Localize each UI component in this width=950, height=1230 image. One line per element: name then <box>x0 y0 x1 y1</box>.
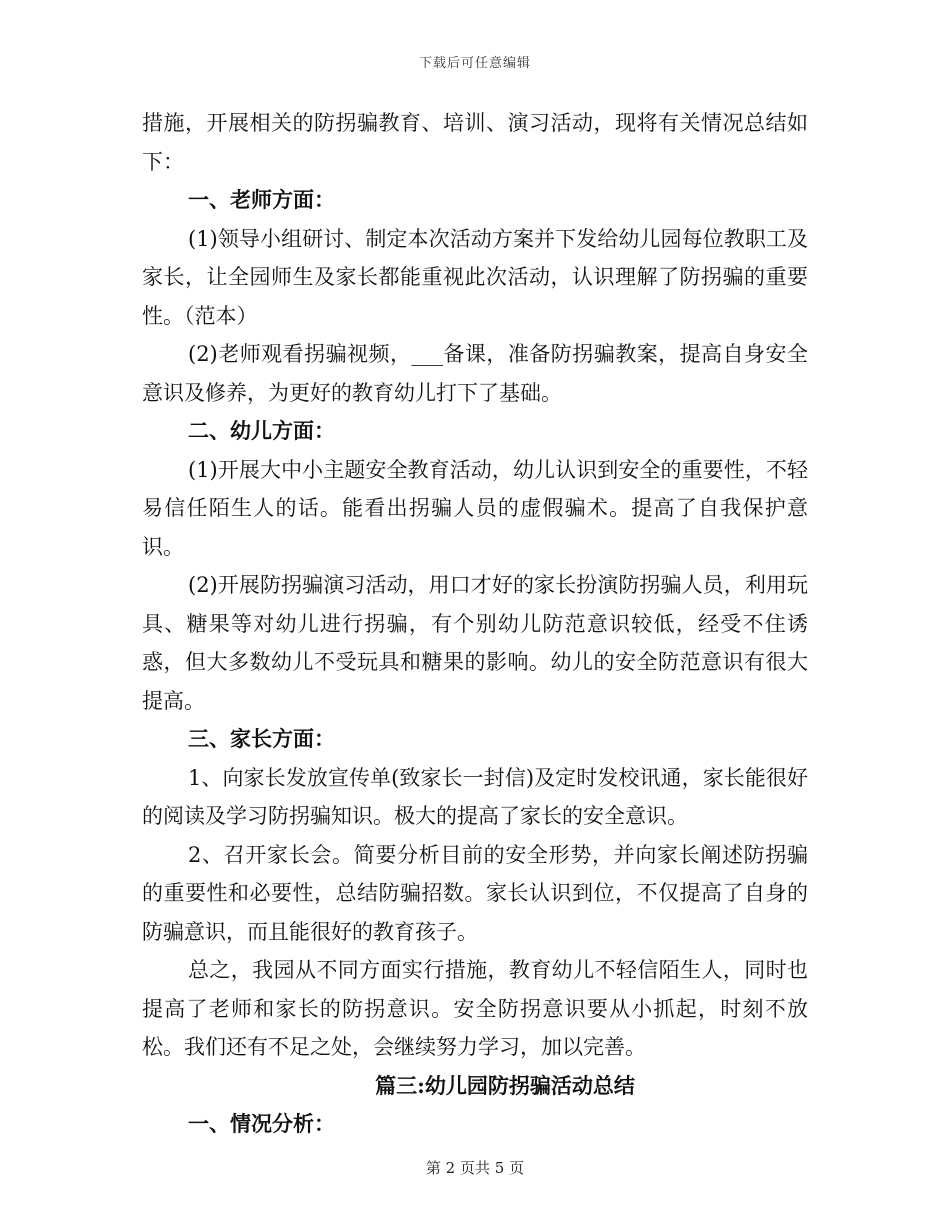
section-3-title: 篇三:幼儿园防拐骗活动总结 <box>375 1072 635 1098</box>
intro-paragraph: 措施，开展相关的防拐骗教育、培训、演习活动，现将有关情况总结如下： <box>142 111 808 174</box>
child-paragraph-2: (2)开展防拐骗演习活动，用口才好的家长扮演防拐骗人员，利用玩具、糖果等对幼儿进行拐骗，有个别幼儿防范意识较低，经受不住诱惑，但大多数幼儿不受玩具和糖果的影响。幼儿的安全防范意识有很大提高。 <box>142 573 808 713</box>
teacher-paragraph-2: (2)老师观看拐骗视频，___备课，准备防拐骗教案，提高自身安全意识及修养，为更好的教育幼儿打下了基础。 <box>142 342 808 405</box>
child-heading: 二、幼儿方面： <box>188 418 335 443</box>
teacher-heading: 一、老师方面： <box>188 187 335 212</box>
parent-paragraph-2: 2、召开家长会。简要分析目前的安全形势，并向家长阐述防拐骗的重要性和必要性，总结防骗招数。家长认识到位，不仅提高了自身的防骗意识，而且能很好的教育孩子。 <box>142 842 808 944</box>
child-paragraph-1: (1)开展大中小主题安全教育活动，幼儿认识到安全的重要性，不轻易信任陌生人的话。能看出拐骗人员的虚假骗术。提高了自我保护意识。 <box>142 457 808 559</box>
summary-paragraph: 总之，我园从不同方面实行措施，教育幼儿不轻信陌生人，同时也提高了老师和家长的防拐意识。安全防拐意识要从小抓起，时刻不放松。我们还有不足之处，会继续努力学习，加以完善。 <box>142 958 808 1059</box>
page-number: 第 2 页共 5 页 <box>425 1159 525 1177</box>
parent-paragraph-1: 1、向家长发放宣传单(致家长一封信)及定时发校讯通，家长能很好的阅读及学习防拐骗知识。极大的提高了家长的安全意识。 <box>142 765 808 828</box>
page-header: 下载后可任意编辑 <box>418 56 531 71</box>
situation-heading: 一、情况分析： <box>188 1111 335 1136</box>
document-body <box>142 104 808 1144</box>
teacher-paragraph-1: (1)领导小组研讨、制定本次活动方案并下发给幼儿园每位教职工及家长，让全园师生及家长都能重视此次活动，认识理解了防拐骗的重要性。（范本） <box>142 226 808 328</box>
parent-heading: 三、家长方面： <box>188 726 335 751</box>
